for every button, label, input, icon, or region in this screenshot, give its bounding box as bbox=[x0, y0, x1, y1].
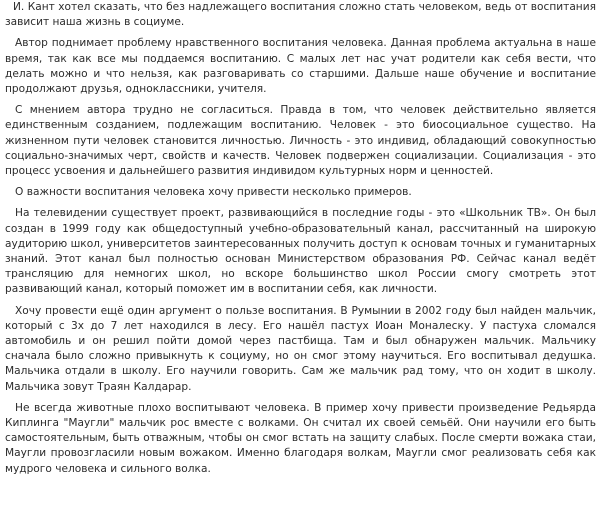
paragraph-kant-quote: И. Кант хотел сказать, что без надлежащего воспитания сложно стать человеком, ведь от воспитания зависит наша жизнь в социуме. bbox=[5, 1, 596, 29]
paragraph-agreement: С мнением автора трудно не согласиться. Правда в том, что человек действительно является единственным созданием, подлежащим воспитанию. Человек - это биосоциальное существо. На жизненном пути человек становится личностью. Личность - это индивид, обладающий совокупностью социально-значимых черт, свойств и качеств. Человек подвержен социализации. Социализация - это процесс усвоения и дальнейшего развития индивидом культурных норм и ценностей. bbox=[5, 104, 596, 178]
paragraph-tv-example: На телевидении существует проект, развивающийся в последние годы - это «Школьник ТВ». Он был создан в 1999 году как общедоступный учебно-образовательный канал, рассчитанный на широкую аудиторию школ, университетов заинтересованных получить доступ к основам точных и гуманитарных знаний. Этот канал был полностью основан Министерством образования РФ. Сейчас канал ведёт трансляцию для немногих школ, но вскоре большинство школ России смогу смотреть этот развивающий канал, который поможет им в воспитании себя, как личности. bbox=[5, 207, 596, 296]
paragraph-problem: Автор поднимает проблему нравственного воспитания человека. Данная проблема актуальна в наше время, так как все мы поддаемся воспитанию. С малых лет нас учат родители как себя вести, что делать можно и что нельзя, как разговаривать со старшими. Дальше наше обучение и воспитание продолжают друзья, одноклассники, учителя. bbox=[5, 37, 596, 96]
paragraph-examples-intro: О важности воспитания человека хочу привести несколько примеров. bbox=[15, 186, 412, 199]
paragraph-mowgli-example: Не всегда животные плохо воспитывают человека. В пример хочу привести произведение Редьярда Киплинга "Маугли" мальчик рос вместе с волками. Он считал их своей семьёй. Они научили его быть самостоятельным, быть отважным, чтобы он смог встать на защиту слабых. После смерти вожака стаи, Маугли провозгласили новым вожаком. Именно благодаря волкам, Маугли смог реализовать себя как мудрого человека и сильного волка. bbox=[5, 401, 596, 475]
paragraph-romania-example: Хочу провести ещё один аргумент о пользе воспитания. В Румынии в 2002 году был найден мальчик, который с 3х до 7 лет находился в лесу. Его нашёл пастух Иоан Моналеску. У пастуха сломался автомобиль и он решил пойти домой через пастбища. Там и был обнаружен мальчик. Мальчику сначала было сложно привыкнуть к социуму, но он смог этому научиться. Его воспитывал дедушка. Мальчика отдали в школу. Его научили говорить. Сам же мальчик рад тому, что он ходит в школу. Мальчика зовут Траян Калдарар. bbox=[5, 304, 596, 393]
